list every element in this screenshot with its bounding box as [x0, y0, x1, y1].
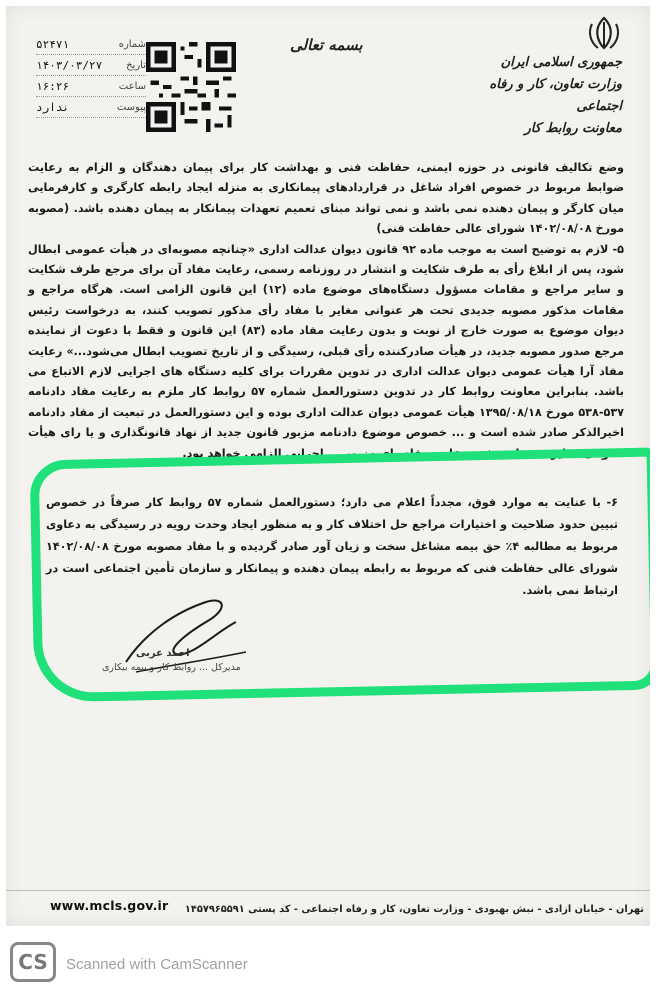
- meta-number-row: [36, 34, 146, 55]
- meta-date-row: [36, 55, 146, 76]
- meta-attachment-value: ندارد: [36, 100, 70, 114]
- meta-number-label: شماره: [118, 38, 146, 50]
- meta-time-row: [36, 76, 146, 97]
- letterhead-deputy: معاونت روابط کار: [524, 121, 622, 136]
- scanner-watermark-bar: [0, 926, 656, 995]
- highlighted-paragraph: [46, 492, 618, 602]
- camscanner-logo-icon: CS: [10, 942, 56, 982]
- meta-number-value: ۵۲۴۷۱: [36, 37, 70, 51]
- bismillah-heading: بسمه تعالی: [290, 36, 363, 54]
- letterhead: [452, 52, 622, 140]
- iran-emblem-icon: [584, 14, 624, 52]
- footer-address: تهران - خیابان آزادی - نبش بهبودی - وزارت تعاون، کار و رفاه اجتماعی - کد پستی ۱۴۵۷۹۶۵۵۹۱: [184, 904, 644, 915]
- signatory-title: مدیرکل ... روابط کار و بیمه بیکاری: [102, 662, 241, 673]
- meta-attachment-row: [36, 97, 146, 118]
- meta-date-value: ۱۴۰۳/۰۳/۲۷: [36, 58, 103, 72]
- footer-divider: [6, 890, 650, 891]
- meta-time-label: ساعت: [118, 80, 146, 92]
- meta-date-label: تاریخ: [126, 59, 146, 71]
- scanner-label: Scanned with CamScanner: [66, 956, 248, 973]
- letter-body: [28, 158, 624, 464]
- letterhead-country: جمهوری اسلامی ایران: [500, 55, 622, 70]
- letterhead-ministry: وزارت تعاون، کار و رفاه اجتماعی: [489, 77, 622, 114]
- qr-code-icon: [146, 42, 236, 132]
- letter-meta: [36, 34, 146, 118]
- meta-attachment-label: پیوست: [116, 101, 146, 113]
- document-page: [6, 6, 650, 926]
- signatory-name: احمد عربی: [136, 648, 190, 659]
- body-paragraph-1: وضع تکالیف قانونی در حوزه ایمنی، حفاظت فنی و بهداشت کار برای پیمان دهندگان و الزام به رعایت ضوابط مربوط در خصوص افراد شاغل در قراردادهای پیمانکاری به منزله ایجاد رابطه کارگری و کارفرمایی میان کارگر و پیمان دهنده نمی باشد و نمی تواند مبنای تعمیم تعهدات پیمانکار به پیمان دهنده باشد. (مصوبه مورخ ۱۴۰۲/۰۸/۰۸ شورای عالی حفاظت فنی): [28, 161, 624, 236]
- footer-website: www.mcls.gov.ir: [50, 898, 169, 913]
- meta-time-value: ۱۶:۲۶: [36, 79, 70, 93]
- paragraph-6-text: ۶- با عنایت به موارد فوق، مجدداً اعلام می دارد؛ دستورالعمل شماره ۵۷ روابط کار صرفاً در خصوص تبیین حدود صلاحیت و اختیارات مراجع حل اختلاف کار و به منظور ایجاد وحدت رویه در رسیدگی به دعاوی مربوط به مطالبه ۴٪ حق بیمه مشاغل سخت و زیان آور صادر گردیده و با مفاد مصوبه مورخ ۱۴۰۲/۰۸/۰۸ شورای عالی حفاظت فنی که مربوط به رابطه پیمان دهنده و پیمانکار و سازمان تأمین اجتماعی است در ارتباط نمی باشد.: [46, 496, 619, 597]
- body-paragraph-5: ۵- لازم به توضیح است به موجب ماده ۹۲ قانون دیوان عدالت اداری «چنانچه مصوبه‌ای در هیأت عمومی ابطال شود، پس از ابلاغ رأی به طرف شکایت و انتشار در روزنامه رسمی، رعایت مفاد آن برای مرجع طرف شکایت و سایر مراجع و مقامات مسؤول دستگاه‌های موضوع ماده (۱۲) این قانون الزامی است. هرگاه مراجع و مقامات مذکور مصوبه جدیدی تحت هر عنوانی مغایر با مفاد رأی مذکور تصویب کنند، به درخواست رئیس دیوان موضوع به صورت خارج از نوبت و بدون رعایت مفاد ماده (۸۳) این قانون و فقط با دعوت از نماینده مرجع صدور مصوبه جدید، در هیأت صادرکننده رأی قبلی، رسیدگی و از تاریخ تصویب ابطال می‌شود...» رعایت مفاد آرا هیأت عمومی دیوان عدالت اداری در تدوین مقررات برای کلیه دستگاه های اجرایی لازم الاتباع می باشد. بنابراین معاونت روابط کار در تدوین دستورالعمل شماره ۵۷ روابط کار ملزم به رعایت مفاد دادنامه ۵۳۷-۵۳۸ مورخ ۱۳۹۵/۰۸/۱۸ هیأت عمومی دیوان عدالت اداری بوده و این دستورالعمل در تبعیت از مفاد دادنامه اخیرالذکر صادر شده است و ... خصوص موضوع دادنامه مزبور قانون جدید از نهاد قانونگذاری و یا رای هیأت عمومی مغایر ... صادر نشود رعایت مفاد رای مزبور ... اجرایی الزامی خواهد بود.: [28, 242, 624, 460]
